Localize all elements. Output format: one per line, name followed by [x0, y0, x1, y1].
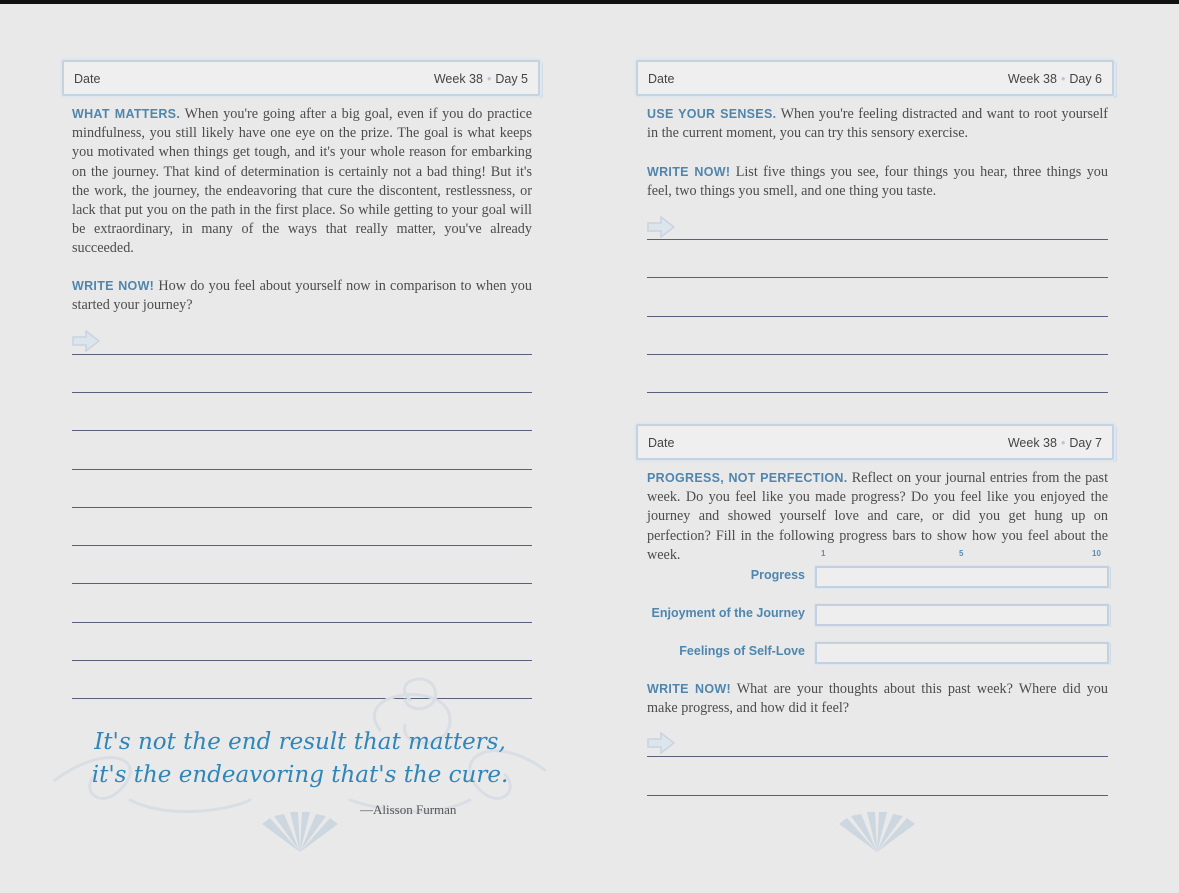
- section-body: Reflect on your journal entries from the past week. Do you feel like you made progress? Do you feel like you enjoyed the journey and showed yourself love and care, or did you get hung up on perfection? Fill in the following progress bars to show how you feel about the week.: [647, 470, 1109, 563]
- arrow-right-icon: [647, 216, 675, 238]
- progress-bar-row: [590, 564, 1179, 590]
- prompt-paragraph: [647, 163, 1108, 201]
- writing-line[interactable]: [647, 354, 1108, 355]
- date-label: Date: [74, 72, 101, 86]
- progress-bar-row: [590, 602, 1179, 628]
- date-label: Date: [648, 72, 675, 86]
- writing-line[interactable]: [647, 756, 1108, 757]
- scale-min: 1: [821, 549, 826, 558]
- scale-max: 10: [1092, 549, 1101, 558]
- writing-line[interactable]: [72, 545, 532, 546]
- write-now-heading: WRITE NOW!: [647, 682, 731, 696]
- pull-quote: [70, 726, 530, 792]
- week-label: Week 38: [433, 72, 483, 86]
- progress-bar[interactable]: [815, 566, 1109, 588]
- writing-line[interactable]: [72, 354, 532, 355]
- writing-line[interactable]: [647, 239, 1108, 240]
- progress-bar[interactable]: [815, 604, 1109, 626]
- progress-bar-label: Enjoyment of the Journey: [651, 606, 805, 620]
- section-body: When you're going after a big goal, even if you do practice mindfulness, you still likely have one eye on the prize. The goal is what keeps you motivated when things get tough, and it's your whole reason for embarking on the journey. That kind of determination is certainly not a bad thing! But it's the work, the journey, the endeavoring that cure the discontent, restlessness, or lack that put you on the path in the first place. So while getting to your goal will be extraordinary, in many of the ways that really matter, you've already succeeded.: [72, 106, 533, 257]
- section-paragraph: [72, 105, 532, 259]
- section-paragraph: [647, 469, 1108, 565]
- writing-line[interactable]: [647, 316, 1108, 317]
- quote-attribution: —Alisson Furman: [360, 802, 457, 817]
- prompt-paragraph: [647, 680, 1108, 718]
- prompt-body: How do you feel about yourself now in comparison to when you started your journey?: [72, 278, 532, 314]
- writing-line[interactable]: [647, 277, 1108, 278]
- section-body: When you're feeling distracted and want to root yourself in the current moment, you can try this sensory exercise.: [647, 106, 1108, 142]
- writing-line[interactable]: [72, 507, 532, 508]
- separator-dot: •: [486, 72, 492, 86]
- date-label: Date: [648, 436, 675, 450]
- week-day-label: [434, 72, 528, 86]
- writing-line[interactable]: [72, 430, 532, 431]
- section-paragraph: [647, 105, 1108, 143]
- left-page: [0, 4, 590, 893]
- separator-dot: •: [1060, 436, 1066, 450]
- writing-line[interactable]: [72, 622, 532, 623]
- day-label: Day 6: [1069, 72, 1102, 86]
- write-now-heading: WRITE NOW!: [72, 279, 155, 293]
- progress-bar-label: Progress: [750, 568, 805, 582]
- week-label: Week 38: [1007, 436, 1057, 450]
- prompt-body: List five things you see, four things you hear, three things you feel, two things you smell, and one thing you taste.: [647, 164, 1108, 200]
- section-heading: WHAT MATTERS.: [72, 107, 181, 121]
- writing-line[interactable]: [72, 583, 532, 584]
- week-day-label: [1008, 72, 1102, 86]
- week-day-label: [1008, 436, 1102, 450]
- section-heading: PROGRESS, NOT PERFECTION.: [647, 471, 848, 485]
- week-label: Week 38: [1007, 72, 1057, 86]
- writing-line[interactable]: [72, 469, 532, 470]
- fan-ornament: [258, 812, 342, 854]
- progress-bar[interactable]: [815, 642, 1109, 664]
- progress-bar-row: [590, 640, 1179, 666]
- quote-line: It's not the end result that matters,: [94, 729, 506, 755]
- day-label: Day 5: [495, 72, 528, 86]
- progress-bar-label: Feelings of Self-Love: [679, 644, 805, 658]
- writing-line[interactable]: [72, 660, 532, 661]
- right-page: [590, 4, 1179, 893]
- prompt-paragraph: [72, 277, 532, 315]
- date-header: [636, 60, 1114, 96]
- arrow-right-icon: [72, 330, 100, 352]
- section-heading: USE YOUR SENSES.: [647, 107, 777, 121]
- fan-ornament: [835, 812, 919, 854]
- date-header: [636, 424, 1114, 460]
- prompt-body: What are your thoughts about this past week? Where did you make progress, and how did it feel?: [647, 681, 1108, 717]
- scale-mid: 5: [959, 549, 964, 558]
- arrow-right-icon: [647, 732, 675, 754]
- quote-line: it's the endeavoring that's the cure.: [91, 762, 509, 788]
- writing-line[interactable]: [72, 392, 532, 393]
- write-now-heading: WRITE NOW!: [647, 165, 731, 179]
- writing-line[interactable]: [647, 392, 1108, 393]
- separator-dot: •: [1060, 72, 1066, 86]
- writing-line[interactable]: [647, 795, 1108, 796]
- day-label: Day 7: [1069, 436, 1102, 450]
- date-header: [62, 60, 540, 96]
